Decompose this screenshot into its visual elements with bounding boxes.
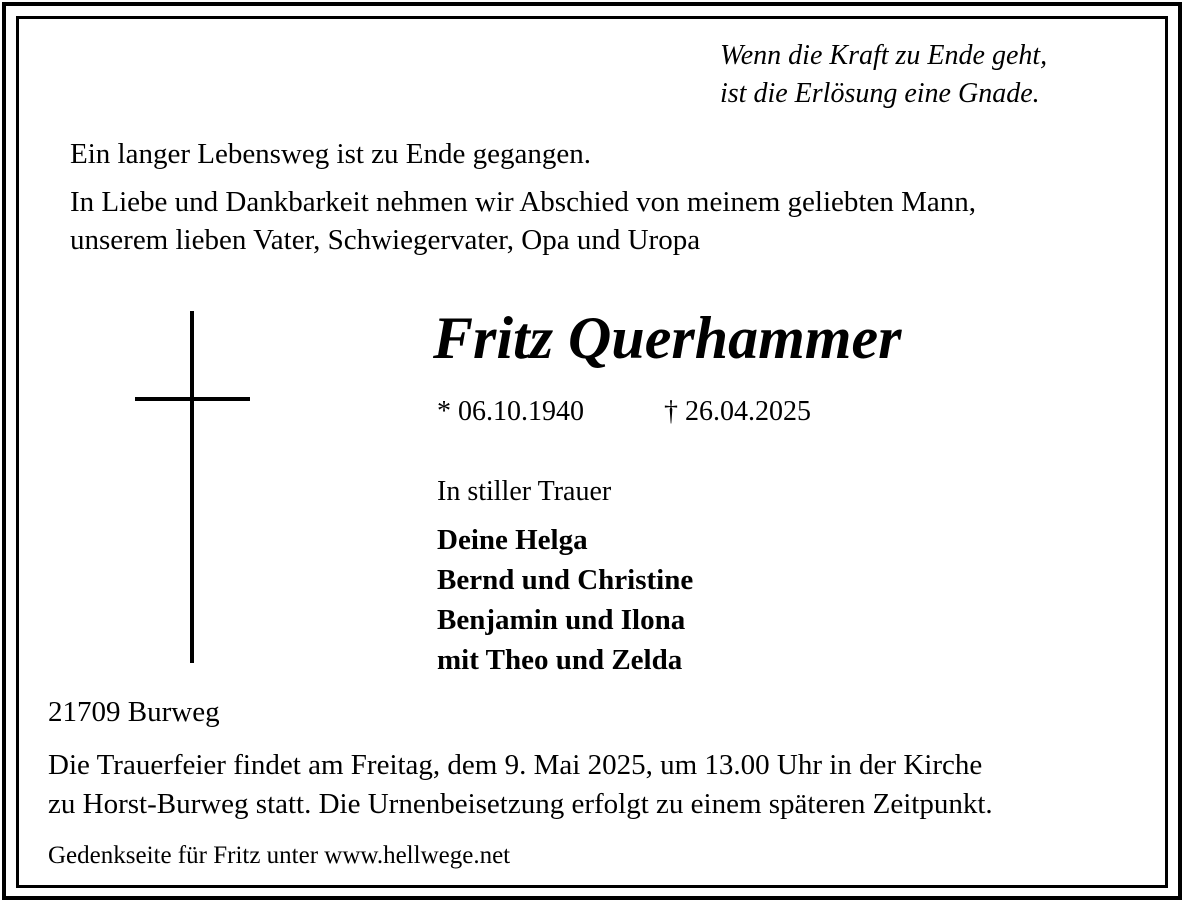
memorial-page-note: Gedenkseite für Fritz unter www.hellwege.net — [48, 842, 511, 869]
mourner-name: Bernd und Christine — [437, 564, 694, 596]
mourner-name: Benjamin und Ilona — [437, 604, 686, 636]
motto-line-1: Wenn die Kraft zu Ende geht, — [720, 40, 1048, 71]
deceased-name: Fritz Querhammer — [433, 305, 902, 371]
intro-line-3: unserem lieben Vater, Schwiegervater, Opa und Uropa — [70, 224, 701, 256]
intro-line-1: Ein langer Lebensweg ist zu Ende gegangen. — [70, 138, 592, 170]
location: 21709 Burweg — [48, 696, 220, 728]
ceremony-line-2: zu Horst-Burweg statt. Die Urnenbeisetzung erfolgt zu einem späteren Zeitpunkt. — [48, 788, 993, 820]
mourner-name: Deine Helga — [437, 524, 588, 556]
death-date: † 26.04.2025 — [664, 396, 811, 427]
cross-icon-vertical — [190, 311, 194, 663]
intro-line-2: In Liebe und Dankbarkeit nehmen wir Abschied von meinem geliebten Mann, — [70, 186, 976, 218]
cross-icon-horizontal — [135, 397, 250, 401]
motto-line-2: ist die Erlösung eine Gnade. — [720, 78, 1040, 109]
mourner-name: mit Theo und Zelda — [437, 644, 683, 676]
birth-date: * 06.10.1940 — [437, 396, 584, 427]
ceremony-line-1: Die Trauerfeier findet am Freitag, dem 9. Mai 2025, um 13.00 Uhr in der Kirche — [48, 749, 983, 781]
mourning-label: In stiller Trauer — [437, 476, 612, 507]
